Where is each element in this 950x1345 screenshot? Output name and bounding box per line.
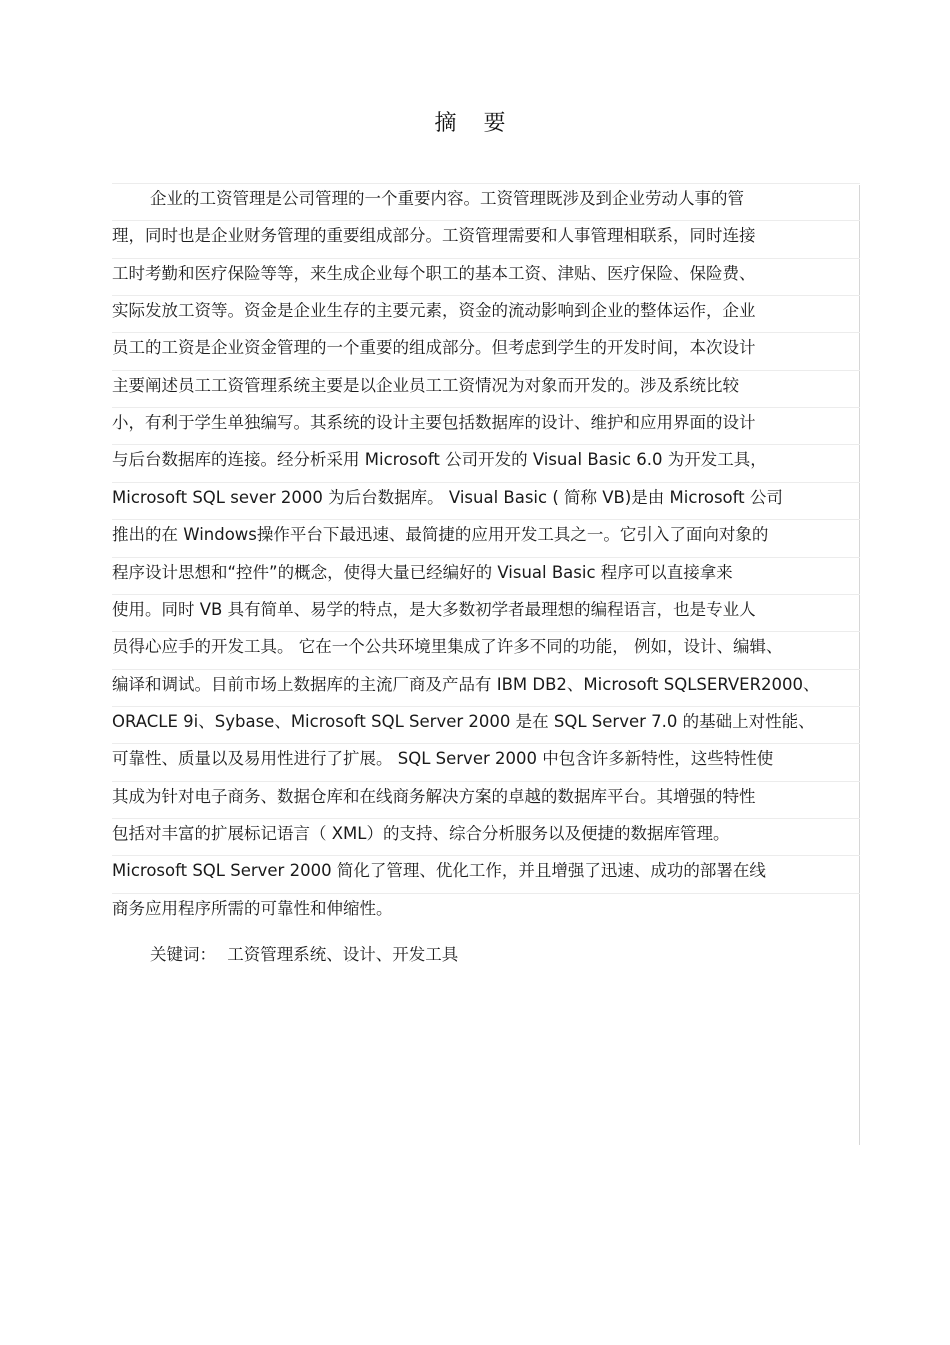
abstract-line: 包括对丰富的扩展标记语言（ XML）的支持、综合分析服务以及便捷的数据库管理。: [112, 818, 860, 848]
keywords-line: [150, 940, 458, 970]
abstract-line: 编译和调试。目前市场上数据库的主流厂商及产品有 IBM DB2、Microsoft SQLSERVER2000、: [112, 669, 860, 699]
abstract-line: 员得心应手的开发工具。 它在一个公共环境里集成了许多不同的功能， 例如，设计、编辑、: [112, 631, 860, 661]
abstract-line: 商务应用程序所需的可靠性和伸缩性。: [112, 893, 860, 923]
abstract-line: 实际发放工资等。资金是企业生存的主要元素，资金的流动影响到企业的整体运作，企业: [112, 295, 860, 325]
abstract-line: Microsoft SQL sever 2000 为后台数据库。 Visual Basic ( 简称 VB)是由 Microsoft 公司: [112, 482, 860, 512]
abstract-line: 程序设计思想和“控件”的概念，使得大量已经编好的 Visual Basic 程序可以直接拿来: [112, 557, 860, 587]
abstract-line: 推出的在 Windows操作平台下最迅速、最简捷的应用开发工具之一。它引入了面向对象的: [112, 519, 860, 549]
margin-rule: [859, 185, 860, 1145]
abstract-line: ORACLE 9i、Sybase、Microsoft SQL Server 2000 是在 SQL Server 7.0 的基础上对性能、: [112, 706, 860, 736]
abstract-line: 可靠性、质量以及易用性进行了扩展。 SQL Server 2000 中包含许多新特性，这些特性使: [112, 743, 860, 773]
abstract-line: 企业的工资管理是公司管理的一个重要内容。工资管理既涉及到企业劳动人事的管: [112, 183, 860, 213]
abstract-line: 其成为针对电子商务、数据仓库和在线商务解决方案的卓越的数据库平台。其增强的特性: [112, 781, 860, 811]
page-title: 摘 要: [434, 111, 516, 136]
abstract-line: 与后台数据库的连接。经分析采用 Microsoft 公司开发的 Visual Basic 6.0 为开发工具，: [112, 444, 860, 474]
abstract-line: 工时考勤和医疗保险等等，来生成企业每个职工的基本工资、津贴、医疗保险、保险费、: [112, 258, 860, 288]
abstract-line: 小，有利于学生单独编写。其系统的设计主要包括数据库的设计、维护和应用界面的设计: [112, 407, 860, 437]
abstract-line: 理，同时也是企业财务管理的重要组成部分。工资管理需要和人事管理相联系，同时连接: [112, 220, 860, 250]
abstract-line: 员工的工资是企业资金管理的一个重要的组成部分。但考虑到学生的开发时间，本次设计: [112, 332, 860, 362]
abstract-line: 主要阐述员工工资管理系统主要是以企业员工工资情况为对象而开发的。涉及系统比较: [112, 370, 860, 400]
abstract-line: 使用。同时 VB 具有简单、易学的特点，是大多数初学者最理想的编程语言，也是专业人: [112, 594, 860, 624]
keywords-label: 关键词：: [150, 945, 216, 964]
abstract-line: Microsoft SQL Server 2000 简化了管理、优化工作，并且增强了迅速、成功的部署在线: [112, 855, 860, 885]
keywords-value: 工资管理系统、设计、开发工具: [227, 945, 459, 964]
